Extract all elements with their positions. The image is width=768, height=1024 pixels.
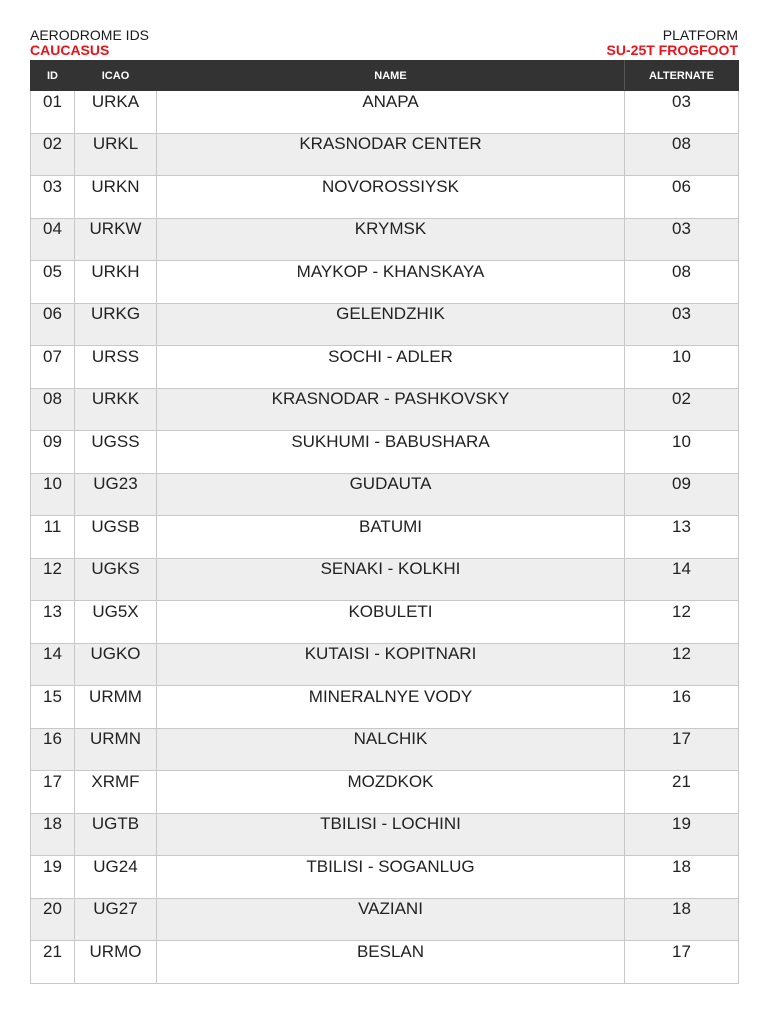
cell-name-text: TBILISI - LOCHINI xyxy=(320,814,461,834)
cell-id xyxy=(31,558,75,601)
table-row xyxy=(31,898,739,941)
cell-id-text: 04 xyxy=(43,219,62,239)
cell-alternate-text: 08 xyxy=(672,134,691,154)
cell-id xyxy=(31,176,75,219)
cell-alternate-text: 19 xyxy=(672,814,691,834)
cell-name xyxy=(157,91,625,134)
cell-icao xyxy=(75,516,157,559)
cell-name xyxy=(157,346,625,389)
cell-icao-text: URKL xyxy=(92,134,139,154)
cell-alternate xyxy=(625,771,739,814)
cell-icao xyxy=(75,388,157,431)
cell-icao xyxy=(75,686,157,729)
cell-icao-text: URMO xyxy=(89,941,142,961)
cell-name-text: ANAPA xyxy=(362,91,419,111)
cell-alternate-text: 13 xyxy=(672,516,691,536)
cell-id xyxy=(31,856,75,899)
table-header-row xyxy=(31,61,739,91)
table-row xyxy=(31,133,739,176)
cell-id-text: 16 xyxy=(43,729,62,749)
cell-icao-text: URKN xyxy=(91,176,140,196)
table-row xyxy=(31,431,739,474)
cell-icao-text: URKG xyxy=(90,304,141,324)
table-row xyxy=(31,686,739,729)
cell-icao-text: UG23 xyxy=(93,474,138,494)
cell-icao xyxy=(75,346,157,389)
cell-id xyxy=(31,133,75,176)
cell-icao xyxy=(75,473,157,516)
cell-id xyxy=(31,601,75,644)
cell-alternate-text: 18 xyxy=(672,856,691,876)
cell-icao-text: UGKS xyxy=(91,559,140,579)
cell-icao xyxy=(75,91,157,134)
cell-icao xyxy=(75,728,157,771)
cell-alternate xyxy=(625,728,739,771)
cell-name xyxy=(157,303,625,346)
cell-id xyxy=(31,643,75,686)
cell-name-text: SOCHI - ADLER xyxy=(328,346,453,366)
cell-icao xyxy=(75,856,157,899)
cell-name-text: SENAKI - KOLKHI xyxy=(320,559,461,579)
table-row xyxy=(31,346,739,389)
cell-icao-text: URKA xyxy=(91,91,140,111)
cell-id-text: 02 xyxy=(43,134,62,154)
cell-alternate-text: 17 xyxy=(672,729,691,749)
cell-alternate xyxy=(625,898,739,941)
cell-id-text: 06 xyxy=(43,304,62,324)
cell-name-text: SUKHUMI - BABUSHARA xyxy=(291,431,490,451)
cell-id xyxy=(31,516,75,559)
cell-name-text: VAZIANI xyxy=(358,899,423,919)
cell-name xyxy=(157,133,625,176)
cell-alternate xyxy=(625,303,739,346)
cell-id xyxy=(31,91,75,134)
platform-label: PLATFORM xyxy=(662,27,738,43)
table-row xyxy=(31,643,739,686)
cell-alternate xyxy=(625,91,739,134)
cell-id xyxy=(31,728,75,771)
cell-icao-text: UGSS xyxy=(91,431,140,451)
cell-id xyxy=(31,941,75,984)
cell-icao-text: UGSB xyxy=(91,516,140,536)
table-row xyxy=(31,771,739,814)
cell-name xyxy=(157,218,625,261)
cell-alternate-text: 12 xyxy=(672,601,691,621)
page-header xyxy=(30,28,738,60)
cell-name xyxy=(157,558,625,601)
cell-name xyxy=(157,601,625,644)
table-row xyxy=(31,91,739,134)
cell-alternate xyxy=(625,856,739,899)
column-header-icao: ICAO xyxy=(75,61,157,91)
cell-name-text: GUDAUTA xyxy=(349,474,432,494)
cell-alternate-text: 12 xyxy=(672,644,691,664)
cell-icao-text: XRMF xyxy=(91,771,140,791)
cell-id xyxy=(31,898,75,941)
cell-id xyxy=(31,261,75,304)
cell-alternate xyxy=(625,218,739,261)
cell-alternate-text: 10 xyxy=(672,431,691,451)
cell-alternate xyxy=(625,431,739,474)
cell-name xyxy=(157,941,625,984)
cell-name-text: KUTAISI - KOPITNARI xyxy=(304,644,477,664)
table-row xyxy=(31,473,739,516)
platform-name: SU-25T FROGFOOT xyxy=(606,42,738,58)
theater-name: CAUCASUS xyxy=(30,42,110,58)
cell-id-text: 21 xyxy=(43,941,62,961)
cell-alternate xyxy=(625,388,739,431)
cell-icao xyxy=(75,431,157,474)
cell-name xyxy=(157,898,625,941)
cell-icao-text: UGKO xyxy=(90,644,141,664)
table-row xyxy=(31,388,739,431)
cell-name-text: MINERALNYE VODY xyxy=(308,686,473,706)
cell-icao xyxy=(75,176,157,219)
cell-alternate-text: 03 xyxy=(672,91,691,111)
cell-icao xyxy=(75,601,157,644)
aerodrome-table xyxy=(30,60,739,984)
cell-icao xyxy=(75,133,157,176)
cell-alternate-text: 21 xyxy=(672,771,691,791)
cell-icao-text: URSS xyxy=(91,346,140,366)
column-header-alternate: ALTERNATE xyxy=(625,61,739,91)
table-row xyxy=(31,516,739,559)
cell-id-text: 08 xyxy=(43,389,62,409)
cell-alternate xyxy=(625,601,739,644)
cell-id-text: 09 xyxy=(43,431,62,451)
cell-id-text: 01 xyxy=(43,91,62,111)
cell-icao xyxy=(75,218,157,261)
cell-id-text: 13 xyxy=(43,601,62,621)
cell-icao-text: UGTB xyxy=(91,814,140,834)
cell-name-text: TBILISI - SOGANLUG xyxy=(306,856,475,876)
cell-name xyxy=(157,686,625,729)
cell-icao-text: UG27 xyxy=(93,899,138,919)
table-row xyxy=(31,813,739,856)
table-row xyxy=(31,601,739,644)
cell-icao-text: URMM xyxy=(89,686,142,706)
cell-alternate xyxy=(625,686,739,729)
cell-icao-text: URMN xyxy=(90,729,141,749)
cell-alternate-text: 08 xyxy=(672,261,691,281)
cell-icao-text: URKH xyxy=(91,261,140,281)
cell-alternate xyxy=(625,473,739,516)
cell-id-text: 11 xyxy=(43,516,62,536)
cell-alternate xyxy=(625,176,739,219)
cell-name-text: KRASNODAR CENTER xyxy=(299,134,482,154)
cell-icao xyxy=(75,898,157,941)
cell-alternate xyxy=(625,941,739,984)
cell-id-text: 12 xyxy=(43,559,62,579)
cell-id-text: 03 xyxy=(43,176,62,196)
cell-name-text: NOVOROSSIYSK xyxy=(322,176,459,196)
cell-name-text: KRYMSK xyxy=(354,219,427,239)
cell-alternate xyxy=(625,516,739,559)
cell-name-text: BESLAN xyxy=(356,941,425,961)
cell-name xyxy=(157,728,625,771)
table-row xyxy=(31,856,739,899)
cell-alternate-text: 14 xyxy=(672,559,691,579)
cell-id-text: 20 xyxy=(43,899,62,919)
cell-icao xyxy=(75,303,157,346)
cell-alternate xyxy=(625,558,739,601)
cell-alternate-text: 10 xyxy=(672,346,691,366)
cell-name xyxy=(157,431,625,474)
cell-name-text: NALCHIK xyxy=(353,729,428,749)
table-row xyxy=(31,303,739,346)
cell-id-text: 18 xyxy=(43,814,62,834)
cell-alternate xyxy=(625,133,739,176)
cell-icao xyxy=(75,558,157,601)
cell-id xyxy=(31,473,75,516)
cell-alternate xyxy=(625,643,739,686)
cell-icao-text: UG5X xyxy=(92,601,139,621)
cell-id xyxy=(31,218,75,261)
cell-id-text: 15 xyxy=(43,686,62,706)
cell-name xyxy=(157,176,625,219)
cell-icao xyxy=(75,813,157,856)
column-header-name: NAME xyxy=(157,61,625,91)
cell-alternate-text: 06 xyxy=(672,176,691,196)
cell-icao xyxy=(75,941,157,984)
cell-icao-text: UG24 xyxy=(93,856,138,876)
cell-id-text: 14 xyxy=(43,644,62,664)
cell-id xyxy=(31,771,75,814)
cell-name-text: MOZDKOK xyxy=(347,771,434,791)
cell-id xyxy=(31,686,75,729)
table-row xyxy=(31,176,739,219)
cell-name xyxy=(157,473,625,516)
cell-id-text: 10 xyxy=(43,474,62,494)
cell-name xyxy=(157,261,625,304)
cell-name-text: BATUMI xyxy=(359,516,422,536)
table-row xyxy=(31,558,739,601)
cell-alternate xyxy=(625,261,739,304)
header-left xyxy=(30,28,149,58)
cell-id xyxy=(31,303,75,346)
cell-name-text: KOBULETI xyxy=(348,601,433,621)
cell-id xyxy=(31,388,75,431)
cell-icao-text: URKK xyxy=(91,389,140,409)
cell-icao xyxy=(75,261,157,304)
cell-id-text: 19 xyxy=(43,856,62,876)
header-right xyxy=(607,28,738,58)
cell-icao xyxy=(75,771,157,814)
cell-name xyxy=(157,643,625,686)
table-row xyxy=(31,941,739,984)
cell-icao-text: URKW xyxy=(89,219,142,239)
cell-name-text: GELENDZHIK xyxy=(336,304,445,324)
cell-alternate-text: 18 xyxy=(672,899,691,919)
cell-icao xyxy=(75,643,157,686)
cell-id-text: 17 xyxy=(43,771,62,791)
cell-alternate-text: 03 xyxy=(672,304,691,324)
cell-id-text: 05 xyxy=(43,261,62,281)
cell-alternate-text: 03 xyxy=(672,219,691,239)
cell-alternate xyxy=(625,346,739,389)
cell-alternate-text: 17 xyxy=(672,941,691,961)
cell-id xyxy=(31,813,75,856)
cell-alternate xyxy=(625,813,739,856)
cell-alternate-text: 09 xyxy=(672,474,691,494)
cell-name xyxy=(157,771,625,814)
cell-name xyxy=(157,856,625,899)
document-title: AERODROME IDS xyxy=(30,27,150,43)
cell-name-text: MAYKOP - KHANSKAYA xyxy=(296,261,485,281)
column-header-id: ID xyxy=(31,61,75,91)
table-row xyxy=(31,218,739,261)
cell-name xyxy=(157,813,625,856)
cell-name xyxy=(157,516,625,559)
cell-id xyxy=(31,346,75,389)
cell-alternate-text: 02 xyxy=(672,389,691,409)
table-row xyxy=(31,728,739,771)
cell-alternate-text: 16 xyxy=(672,686,691,706)
cell-name-text: KRASNODAR - PASHKOVSKY xyxy=(271,389,510,409)
table-row xyxy=(31,261,739,304)
cell-id xyxy=(31,431,75,474)
cell-name xyxy=(157,388,625,431)
cell-id-text: 07 xyxy=(43,346,62,366)
